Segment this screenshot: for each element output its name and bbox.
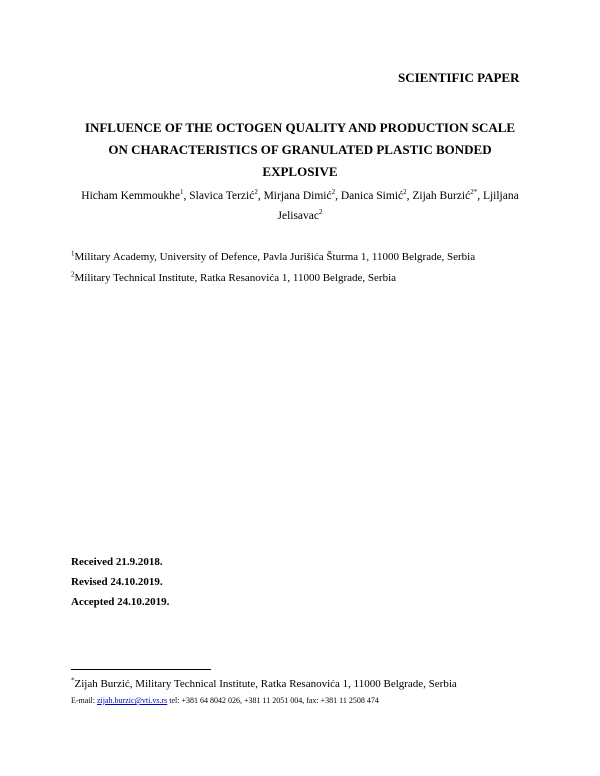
affiliation-1 [71, 251, 475, 263]
author-name: Slavica Terzić [189, 190, 255, 202]
affiliation-text: Military Academy, University of Defence, Pavla Jurišića Šturma 1, 11000 Belgrade, Serbia [74, 251, 476, 263]
author-separator: , [406, 190, 413, 202]
affiliation-marker: 1 [71, 249, 75, 258]
affiliation-text: Military Technical Institute, Ratka Resanovića 1, 11000 Belgrade, Serbia [74, 272, 397, 284]
received-date: Received 21.9.2018. [71, 556, 163, 568]
author-affiliation-marker: 2 [331, 188, 336, 197]
paper-title-line: EXPLOSIVE [262, 164, 338, 179]
author-affiliation-marker: 2 [254, 188, 258, 197]
phone-fax-text: tel: +381 64 8042 026, +381 11 2051 004, fax: +381 11 2508 474 [169, 696, 379, 705]
paper-title-line: INFLUENCE OF THE OCTOGEN QUALITY AND PRODUCTION SCALE [84, 120, 516, 135]
email-link[interactable]: zijah.burzic@vti.vs.rs [97, 696, 168, 705]
accepted-date: Accepted 24.10.2019. [71, 596, 170, 608]
author-separator: , [335, 190, 341, 202]
paper-title [60, 117, 540, 183]
footnote-divider [71, 669, 211, 670]
author-name: Mirjana Dimić [263, 190, 332, 202]
paper-type-label: SCIENTIFIC PAPER [398, 70, 520, 85]
footnote-text: Zijah Burzić, Military Technical Institute, Ratka Resanovića 1, 11000 Belgrade, Serbia [74, 678, 457, 690]
author-separator: , [257, 190, 264, 202]
contact-line [71, 696, 379, 705]
footnote-marker: * [71, 676, 75, 685]
corresponding-author-footnote [71, 678, 457, 690]
author-name: Zijah Burzić [412, 190, 471, 202]
affiliation-marker: 2 [71, 270, 75, 279]
author-name: Danica Simić [340, 190, 404, 202]
affiliation-2 [71, 272, 396, 284]
email-label: E-mail: [71, 696, 95, 705]
revised-date: Revised 24.10.2019. [71, 576, 163, 588]
author-separator: , [477, 190, 483, 202]
author-list [62, 186, 538, 226]
author-affiliation-marker: 2 [319, 208, 323, 217]
author-affiliation-marker: 2* [470, 188, 478, 197]
paper-title-line: ON CHARACTERISTICS OF GRANULATED PLASTIC BONDED [108, 142, 492, 157]
author-affiliation-marker: 1 [179, 188, 184, 197]
author-name: Hicham Kemmoukhe [81, 190, 180, 202]
author-affiliation-marker: 2 [403, 188, 407, 197]
author-separator: , [183, 190, 190, 202]
author-name: Ljiljana Jelisavac [277, 190, 519, 222]
